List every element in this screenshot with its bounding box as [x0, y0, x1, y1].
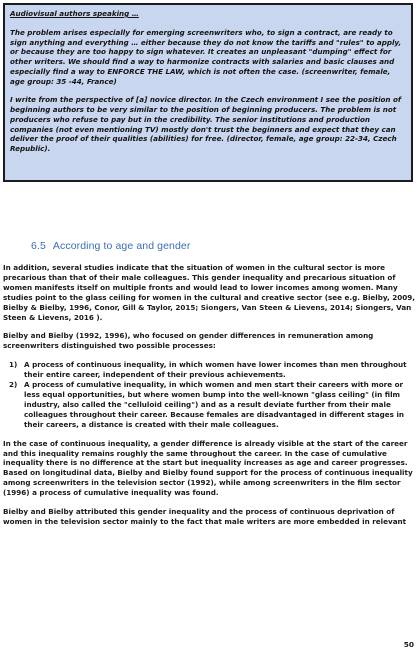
page-number: 50 [403, 640, 414, 649]
body-text [3, 263, 416, 536]
paragraph-inequality-types: In the case of continuous inequality, a gender difference is already visible at the start of the career and this inequality remains roughly the same throughout the career. In the case of cumulative inequality there is no difference at the start but inequality increases as age and career progresses. Based on longitudinal data, Bielby and Bielby found support for the process of continuous inequality among screenwriters in the television sector (1992), while among screenwriters in the film sector (1996) a process of cumulative inequality was found. [3, 438, 413, 498]
quote-director-czech: I write from the perspective of [a] novice director. In the Czech environment I see the position of beginning authors to be very similar to the position of beginning producers. The problem is not producers who refuse to pay but in the credibility. The senior institutions and production companies (not even mentioning TV) mostly don't trust the beginners and expect that they can deliver the proof of their qualities (abilities) for free. (director, female, age group: 22-34, Czech Republic). [10, 95, 402, 153]
quote-screenwriter-france: The problem arises especially for emerging screenwriters who, to sign a contract, are ready to sign anything and everything … either because they do not know the tariffs and "rules" to apply, or because they are too happy to sign whatever. It creates an unpleasant "dumping" effect for other writers. We should find a way to harmonize contracts with salaries and basic clauses and especially find a way to ENFORCE THE LAW, which is not often the case. (screenwriter, female, age group: 35 -44, France) [10, 27, 402, 86]
section-heading [31, 240, 190, 252]
section-number: 6.5 [31, 240, 46, 252]
list-item [3, 380, 414, 430]
list-item-text: A process of continuous inequality, in which women have lower incomes than men throughout their entire career, independent of their previous achievements. [24, 360, 407, 380]
paragraph-bielby-intro: Bielby and Bielby (1992, 1996), who focused on gender differences in remuneration among screenwriters distinguished two possible processes: [3, 331, 374, 351]
process-list [3, 360, 416, 429]
quote-box [3, 3, 413, 182]
section-title: According to age and gender [52, 240, 191, 252]
quote-box-title: Audiovisual authors speaking … [10, 9, 139, 18]
paragraph-glass-ceiling: In addition, several studies indicate that the situation of women in the cultural sector is more precarious than that of their male colleagues. This gender inequality and precarious situation of women manifests itself on multiple fronts and would lead to lower incomes among women. Many studies point to the glass ceiling for women in the cultural and creative sector (see e.g. Bielby, 2009, Bielby & Bielby, 1996, Conor, Gill & Taylor, 2015; Siongers, Van Steen & Lievens, 2014; Siongers, Van Steen & Lievens, 2016 ). [3, 263, 416, 322]
list-item-text: A process of cumulative inequality, in which women and men start their careers with more or less equal opportunities, but where women bump into the well-known "glass ceiling" (in film industry, also called the "celluloid ceiling") and as a result deviate further from their male colleagues throughout their career. Because females are disadvantaged in different stages in their careers, a distance is created with their male colleagues. [24, 380, 405, 429]
list-marker: 2) [9, 380, 18, 390]
list-item [3, 360, 414, 380]
list-marker: 1) [9, 360, 18, 370]
paragraph-attribution: Bielby and Bielby attributed this gender inequality and the process of continuous deprivation of women in the television sector mainly to the fact that male writers are more embedded in relevant [3, 507, 407, 526]
